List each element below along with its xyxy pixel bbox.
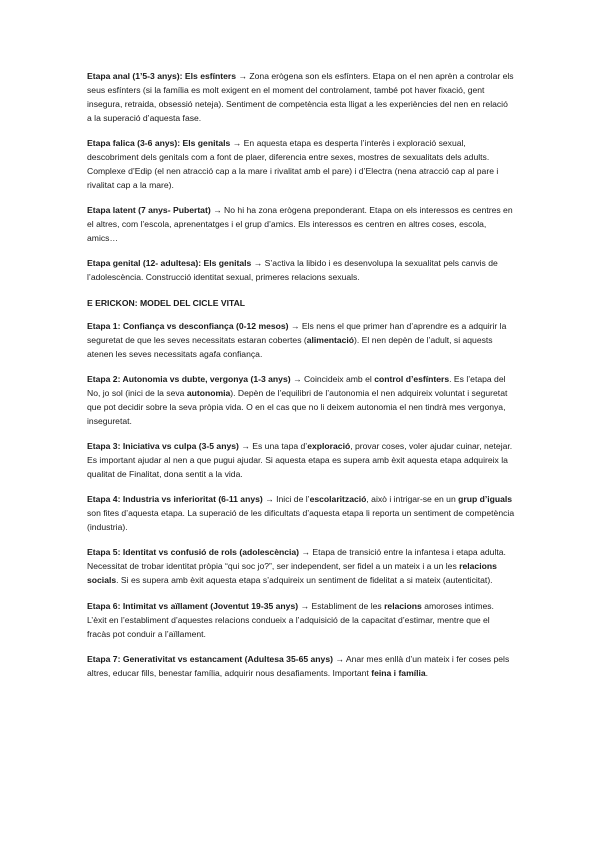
body-text: , això i intrigar-se en un (366, 494, 459, 505)
bold-text: feina i família (371, 667, 426, 678)
body-text: . Si es supera amb èxit aquesta etapa s’adquireix un sentiment de fidelitat a si mateix (autenticitat). (116, 575, 493, 586)
body-text: → S’activa la libido i es desenvolupa la sexualitat pels canvis de l’adolescència. Construcció identitat sexual, primeres relacions sexuals. (87, 258, 498, 283)
bold-text: Etapa 2: Autonomia vs dubte, vergonya (1-3 anys) (87, 373, 291, 384)
bold-text: Etapa latent (7 anys- Pubertat) (87, 205, 211, 216)
body-text: → Coincideix amb el (290, 373, 375, 384)
bold-text: grup d’iguals (458, 494, 513, 505)
paragraph (87, 320, 515, 362)
body-text: → Es una tapa d’ (238, 441, 308, 452)
body-text: → Zona erògena son els esfínters. Etapa on el nen aprèn a controlar els seus esfínters (si la família es molt exigent en el moment del controlament, també pot haver fixació, gent insegura, retraida, obsessió neteja). Sentiment de competència esta lligat a les experiències del nen en relació a la superació d’aquesta fase. (87, 71, 514, 123)
bold-text: Etapa anal (1’5-3 anys): Els esfínters (87, 71, 237, 81)
bold-text: E ERICKON: MODEL DEL CICLE VITAL (87, 297, 246, 308)
body-text: → Els nens el que primer han d’aprendre es a adquirir la seguretat de que les seves necessitats estaran cobertes ( (87, 320, 507, 345)
document-page (87, 70, 515, 692)
paragraph (87, 600, 515, 642)
bold-text: exploració (307, 441, 351, 452)
paragraph (87, 440, 515, 482)
paragraph (87, 204, 515, 246)
body-text: amoroses intimes. L’èxit en l’establiment d’aquestes relacions condueix a l’adquisició de la capacitat d’estimar, mentre que el fracàs pot conduir a l’aïllament. (87, 600, 494, 639)
bold-text: Etapa 5: Identitat vs confusió de rols (adolescència) (87, 547, 300, 558)
body-text: ). El nen depèn de l’adult, si aquests atenen les seves necessitats agafa confiança. (87, 334, 493, 359)
body-text: → No hi ha zona erògena preponderant. Etapa on els interessos es centres en el altres, com l’escola, aprenentatges i el grup d’amics. Els interessos es centren en altres coses, escola, amics… (87, 205, 513, 244)
bold-text: Etapa 6: Intimitat vs aïllament (Joventut 19-35 anys) (87, 600, 299, 611)
paragraph (87, 257, 515, 285)
body-text: → Anar mes enllà d’un mateix i fer coses pels altres, educar fills, benestar família, adquirir nous desafiaments. Important (87, 653, 510, 678)
bold-text: autonomia (186, 387, 231, 398)
body-text: . (425, 667, 429, 678)
body-text: → Establiment de les (298, 600, 385, 611)
bold-text: relacions socials (87, 561, 497, 586)
body-text: son fites d’aquesta etapa. La superació de les dificultats d’aquesta etapa li reporta un sentiment de competència (industria). (87, 508, 515, 533)
paragraph (87, 493, 515, 535)
bold-text: control d’esfínters (374, 373, 450, 384)
bold-text: Etapa 4: Industria vs inferioritat (6-11 anys) (87, 494, 263, 505)
bold-text: Etapa 7: Generativitat vs estancament (Adultesa 35-65 anys) (87, 653, 333, 664)
body-text: → Etapa de transició entre la infantesa i etapa adulta. Necessitat de trobar identitat pròpia “qui soc jo?”, ser independent, ser fidel a un mateix i a un les (87, 547, 506, 572)
body-text: . Es l’etapa del No, jo sol (inici de la seva (87, 373, 506, 398)
section-heading (87, 297, 515, 311)
bold-text: Etapa falica (3-6 anys): Els genitals (87, 138, 231, 149)
body-text: → En aquesta etapa es desperta l’interès i exploració sexual, descobriment dels genitals com a font de plaer, diferencia entre sexes, mostres de sexualitats dels adults. Complexe d’Edip (el nen atracció cap a la mare i rivalitat amb el pare) i d’Electra (nena atracció cap al pare i rivalitat cap a la mare). (87, 138, 499, 190)
paragraph (87, 653, 515, 681)
body-text: → Inici de l’ (262, 494, 310, 505)
bold-text: Etapa 3: Iniciativa vs culpa (3-5 anys) (87, 441, 239, 452)
paragraph (87, 70, 515, 126)
bold-text: Etapa 1: Confiança vs desconfiança (0-12 mesos) (87, 320, 289, 331)
body-text: , provar coses, voler ajudar cuinar, netejar. Es important ajudar al nen a que pugui ajudar. Si aquesta etapa es supera amb èxit aquesta etapa adquireix la qualitat de Finalitat, dona sentit a la vida. (87, 441, 513, 479)
paragraph (87, 373, 515, 429)
bold-text: escolarització (309, 494, 367, 505)
paragraph (87, 137, 515, 193)
bold-text: Etapa genital (12- adultesa): Els genitals (87, 258, 252, 269)
body-text: ). Depèn de l’equilibri de l’autonomia el nen adquireix voluntat i seguretat que pot decidir sobre la seva pròpia vida. O en el cas que no li deixem autonomia el nen tindrà mes vergonya, inseguretat. (87, 387, 508, 426)
bold-text: alimentació (306, 334, 355, 345)
bold-text: relacions (384, 600, 422, 611)
paragraph (87, 546, 515, 588)
